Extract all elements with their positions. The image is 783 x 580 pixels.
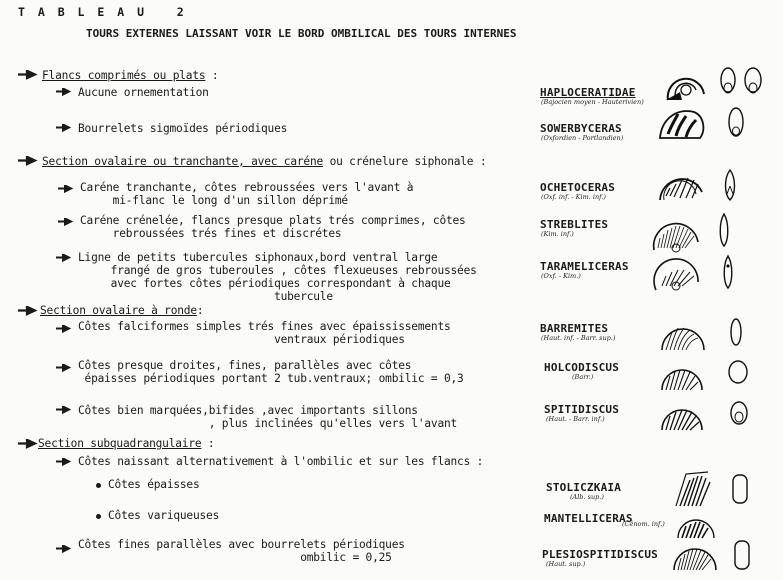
table-subtitle: TOURS EXTERNES LAISSANT VOIR LE BORD OMBILICAL DES TOURS INTERNES [86,27,517,40]
stratigraphic-range: (Barr.) [572,373,594,381]
section-heading-label: Section ovalaire à ronde [40,304,197,317]
description-text: Côtes épaisses [108,478,200,491]
bullet-icon [96,514,101,519]
smooth-coil-icon [660,64,710,104]
stratigraphic-range: (Oxf. - Kim.) [541,272,581,280]
genus-name: MANTELLICERAS [544,512,633,525]
description-text: Caréne crénelée, flancs presque plats trés comprimes, côtes rebroussées trés fines et discrétes [80,214,466,240]
description-text: Côtes falciformes simples trés fines avec épaississements ventraux périodiques [78,320,451,346]
keeled-section-icon [716,212,732,248]
section-arrow-icon [18,439,38,449]
description-text: Aucune ornementation [78,86,209,99]
parallel-ribbed-icon [672,536,718,574]
stratigraphic-range: (Alb. sup.) [570,493,604,501]
genus-name: HAPLOCERATIDAE [540,86,636,99]
section-arrow-icon [18,70,38,80]
item-arrow-icon [58,218,74,226]
bifid-ribbed-icon [660,394,704,434]
description-text: Caréne tranchante, côtes rebroussées vers l'avant à mi-flanc le long d'un sillon déprimé [80,181,414,207]
fine-ribbed-coil-icon [650,210,702,254]
keeled-ribbed-coil-icon [656,164,706,204]
straight-ribbed-icon [660,356,704,394]
item-arrow-icon [56,254,72,262]
whorl-section-icon [728,316,744,348]
section-heading: Section subquadrangulaire : [38,437,215,450]
tuberculate-section-icon [720,254,736,290]
section-heading-label: Section ovalaire ou tranchante, avec caréne [42,155,324,168]
description-text: Côtes presque droites, fines, parallèles avec côtes épaisses périodiques portant 2 tub.ventraux; ombilic = 0,3 [78,359,464,385]
subquadrate-section-icon [732,538,752,572]
table-title: T A B L E A U 2 [18,5,187,19]
genus-name: HOLCODISCUS [544,361,620,374]
section-heading-label: Section subquadrangulaire [38,437,202,450]
genus-name: SPITIDISCUS [544,403,620,416]
description-text: Côtes bien marquées,bifides ,avec importants sillons , plus inclinées qu'elles vers l'avant [78,404,458,430]
section-arrow-icon [18,156,38,166]
stratigraphic-range: (Kim. inf.) [541,230,574,238]
description-text: Côtes fines parallèles avec bourrelets périodiques ombilic = 0,25 [78,538,405,564]
section-heading: Section ovalaire ou tranchante, avec caréne ou crénelure siphonale : [42,155,487,168]
round-section-icon [726,358,750,386]
genus-name: STOLICZKAIA [546,481,622,494]
section-arrow-icon [18,306,38,316]
stratigraphic-range: (Oxfordien - Portlandien) [541,134,624,142]
stratigraphic-range: (Haut. sup.) [546,560,586,568]
item-arrow-icon [56,88,72,96]
item-arrow-icon [56,545,72,553]
section-intro-text: Côtes naissant alternativement à l'ombilic et sur les flancs : [78,455,484,468]
item-arrow-icon [56,406,72,414]
keeled-section-icon [722,168,738,202]
description-text: Côtes variqueuses [108,509,220,522]
whorl-section-icon [726,106,746,140]
thick-ribbed-icon [672,466,718,510]
genus-name: TARAMELICERAS [540,260,629,273]
genus-name: SOWERBYCERAS [540,122,622,135]
item-arrow-icon [56,124,72,132]
subquadrate-section-icon [730,472,750,506]
item-arrow-icon [56,364,72,372]
stratigraphic-range: (Haut. - Barr. inf.) [546,415,605,423]
genus-name: PLESIOSPITIDISCUS [542,548,658,561]
section-heading-label: Flancs comprimés ou plats [42,69,206,82]
bullet-icon [96,483,101,488]
genus-name: OCHETOCERAS [540,181,616,194]
stratigraphic-range: (Cénom. inf.) [622,520,665,528]
round-section-icon [728,398,750,428]
genus-name: BARREMITES [540,322,609,335]
stratigraphic-range: (Bajocien moyen - Hauterivien) [541,98,644,106]
description-text: Bourrelets sigmoïdes périodiques [78,122,288,135]
whorl-section-icon [718,66,738,96]
sigmoid-coil-icon [656,104,708,144]
falciform-ribbed-icon [660,314,706,354]
stratigraphic-range: (Haut. inf. - Barr. sup.) [541,334,616,342]
item-arrow-icon [58,185,74,193]
section-heading: Flancs comprimés ou plats : [42,69,219,82]
description-text: Ligne de petits tubercules siphonaux,bord ventral large frangé de gros tuberoules , côtes flexueuses rebroussées avec fortes côtes périodiques correspondant à chaque tubercule [78,251,477,303]
stratigraphic-range: (Oxf. inf. - Kim. inf.) [541,193,606,201]
tuberculate-coil-icon [652,250,702,296]
section-heading: Section ovalaire à ronde: [40,304,204,317]
item-arrow-icon [56,458,72,466]
item-arrow-icon [56,325,72,333]
genus-name: STREBLITES [540,218,609,231]
whorl-section-icon [742,66,764,96]
